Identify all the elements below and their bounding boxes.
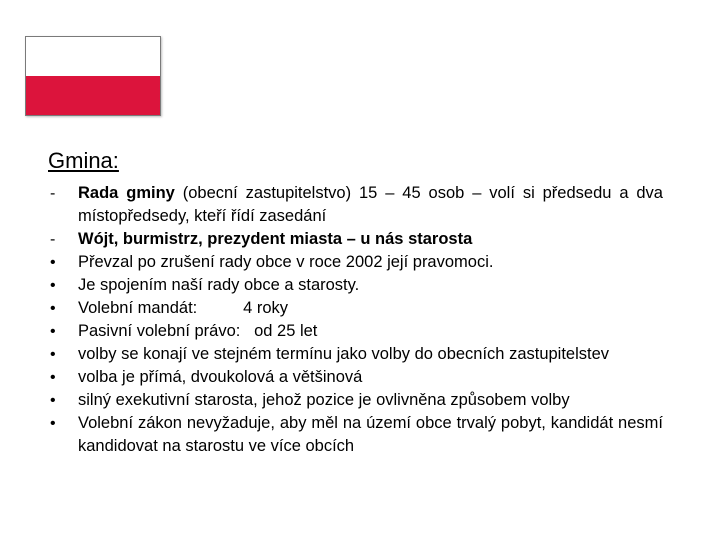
bullet-marker: • (50, 323, 56, 340)
item-text: silný exekutivní starosta, jehož pozice je ovlivněna způsobem volby (78, 391, 570, 409)
polish-flag-image (25, 36, 161, 116)
item-text: Je spojením naší rady obce a starosty. (78, 276, 360, 294)
bullet-marker: • (50, 392, 56, 409)
list-item (48, 343, 663, 366)
bullet-marker: • (50, 415, 56, 432)
bullet-marker: • (50, 277, 56, 294)
item-text: Volební mandát: 4 roky (78, 299, 289, 317)
list-item (48, 297, 663, 320)
item-text: Volební zákon nevyžaduje, aby měl na území obce trvalý pobyt, kandidát nesmí kandidovat na starostu ve více obcích (78, 414, 663, 455)
dash-marker: - (50, 231, 56, 248)
item-bold-text: Wójt, burmistrz, prezydent miasta – u nás starosta (78, 230, 473, 248)
bullet-marker: • (50, 254, 56, 271)
bullet-marker: • (50, 300, 56, 317)
item-text: Pasivní volební právo: od 25 let (78, 322, 318, 340)
slide-heading: Gmina: (48, 148, 119, 173)
bullet-marker: • (50, 369, 56, 386)
item-text: (obecní zastupitelstvo) 15 – 45 osob – volí si předsedu a dva místopředsedy, kteří řídí zasedání (78, 184, 663, 225)
flag-stripe-white (26, 37, 160, 76)
item-text: volba je přímá, dvoukolová a většinová (78, 368, 363, 386)
dash-marker: - (50, 185, 56, 202)
bullet-marker: • (50, 346, 56, 363)
list-item (48, 251, 663, 274)
list-item (48, 412, 663, 458)
list-item (48, 366, 663, 389)
list-item (48, 228, 663, 251)
list-item (48, 389, 663, 412)
item-text: Převzal po zrušení rady obce v roce 2002 její pravomoci. (78, 253, 494, 271)
list-item (48, 274, 663, 297)
list-item (48, 320, 663, 343)
bullet-list (48, 182, 663, 458)
item-bold-text: Rada gminy (78, 184, 175, 202)
item-text: volby se konají ve stejném termínu jako volby do obecních zastupitelstev (78, 345, 610, 363)
list-item (48, 182, 663, 228)
flag-stripe-red (26, 76, 160, 115)
